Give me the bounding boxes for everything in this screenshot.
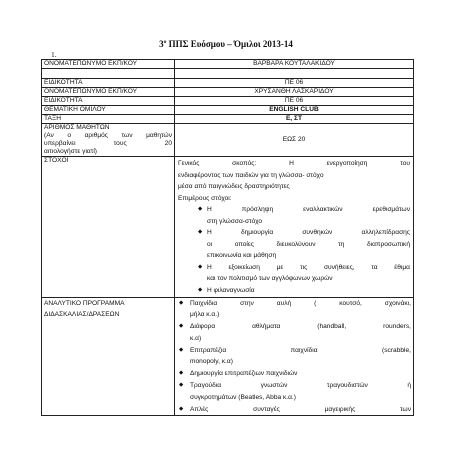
program-line: monopoly, κ.α) (190, 358, 233, 366)
goal-line: ◆ Η πρόσληψη εναλλακτικών ερεθισμάτων (207, 206, 410, 213)
students-label-line: υπερβαίνει τους 20 (44, 140, 172, 147)
specific-goals-list (178, 204, 410, 296)
teacher2-label: ΟΝΟΜΑΤΕΠΩΝΥΜΟ ΕΚΠ/ΚΟΥ (42, 88, 175, 97)
goal-line: ◆ Η φιλαναγνωσία (207, 286, 255, 294)
class-label: ΤΑΞΗ (42, 115, 175, 124)
theme-label: ΘΕΜΑΤΙΚΗ ΟΜΙΛΟΥ (42, 106, 175, 115)
program-content (175, 297, 414, 416)
table-row (42, 79, 414, 88)
program-line: ◆ Τραγούδια γνωστών τραγουδιστών ή (190, 382, 411, 390)
table-row (42, 124, 414, 157)
teacher2-value: ΧΡΥΣΑΝΘΗ ΛΑΣΚΑΡΙΔΟΥ (175, 88, 414, 97)
program-line: ◆ Παιχνίδια στην αυλή ( κουτσό, σχοινάκι, (190, 299, 411, 307)
general-goal-line: μέσα από παιγνιώδεις δραστηριότητες (178, 183, 290, 190)
list-item (179, 298, 411, 322)
goals-content (175, 157, 414, 298)
general-goal-line: Γενικός σκοπός: Η ενεργοποίηση του (178, 160, 410, 167)
theme-value: ENGLISH CLUB (175, 106, 414, 115)
list-item (179, 345, 411, 369)
program-line: ◆ Απλές συνταγές μαγειρικής των (190, 405, 411, 413)
students-value: ΕΩΣ 20 (175, 124, 414, 157)
program-label-line: ΔΙΔΑΣΚΑΛΙΑΣ/ΔΡΑΣΕΩΝ (44, 311, 120, 319)
table-row (42, 60, 414, 69)
teacher-label: ΟΝΟΜΑΤΕΠΩΝΥΜΟ ΕΚΠ/ΚΟΥ (42, 60, 175, 69)
table-row (42, 106, 414, 115)
goal-line: ◆ Η δημιουργία συνθηκών αλληλεπίδρασης (207, 229, 410, 236)
students-label-line: αιτιολογήστε γιατί) (44, 148, 98, 155)
specialty-label: ΕΙΔΙΚΟΤΗΤΑ (42, 79, 175, 88)
specialty-value: ΠΕ 06 (175, 79, 414, 88)
specialty2-label: ΕΙΔΙΚΟΤΗΤΑ (42, 97, 175, 106)
goal-line: ◆ Η εξοικείωση με τις συνήθειες, τα έθιμα (207, 263, 410, 271)
students-label-line: (Αν ο αριθμός των μαθητών (44, 132, 172, 139)
list-item (179, 321, 411, 345)
table-row (42, 115, 414, 124)
program-list (177, 298, 411, 416)
list-item (198, 262, 410, 285)
general-goal-line: ενδιαφέροντος των παιδιών για τη γλώσσα- στόχο (178, 171, 324, 179)
teacher-spacer-value (175, 69, 414, 79)
title-ordinal: 3 (159, 39, 164, 49)
list-item (179, 404, 411, 416)
list-item (198, 285, 410, 296)
goal-line: στη γλώσσα-στόχο (207, 217, 263, 225)
list-item (198, 204, 410, 227)
list-item (179, 380, 411, 404)
students-label (42, 124, 175, 157)
list-item (179, 368, 411, 380)
goal-line: οι οποίες διευκολύνουν τη διαπροσωπική (207, 240, 410, 248)
program-label-line: ΑΝΑΛΥΤΙΚΟ ΠΡΟΓΡΑΜΜΑ (44, 299, 125, 307)
title-ordinal-sup: ο (163, 39, 167, 45)
table-row (42, 97, 414, 106)
table-row (42, 157, 414, 298)
title-text: ΠΠΣ Ευόσμου – Όμιλοι 2013-14 (166, 39, 293, 49)
program-line: κ.α) (190, 334, 202, 342)
club-info-table (41, 59, 414, 416)
goal-line: και τον πολιτισμό των αγγλόφωνων χωρών (207, 275, 333, 282)
program-line: ◆ Δημιουργία επιτραπέζιων παιχνιδιών (190, 370, 298, 378)
program-line: ◆ Επιτραπέζια παιχνίδια (scrabble, (190, 346, 411, 354)
specialty2-value: ΠΕ 06 (175, 97, 414, 106)
table-row (42, 297, 414, 416)
list-item (198, 227, 410, 262)
table-row (42, 69, 414, 79)
item-number: 1. (51, 50, 57, 59)
page-title (0, 39, 452, 49)
program-line: ◆ Διάφορα αθλήματα (handball, rounders, (190, 323, 411, 331)
teacher-value: ΒΑΡΒΑΡΑ ΚΟΥΤΑΛΑΚΙΔΟΥ (175, 60, 414, 69)
program-line: συγκροτημάτων (Beatles, Abba κ.α.) (190, 393, 296, 401)
students-label-line: ΑΡΙΘΜΟΣ ΜΑΘΗΤΩΝ (44, 124, 110, 131)
teacher-spacer (42, 69, 175, 79)
goals-label: ΣΤΟΧΟΙ (42, 157, 175, 298)
class-value: Ε, ΣΤ (175, 115, 414, 124)
specific-goals-heading: Επιμέρους στόχοι: (178, 194, 232, 202)
table-row (42, 88, 414, 97)
program-label (42, 297, 175, 416)
goal-line: επικοινωνία και μάθηση (207, 252, 277, 259)
program-line: μήλα κ.α.) (190, 311, 220, 319)
